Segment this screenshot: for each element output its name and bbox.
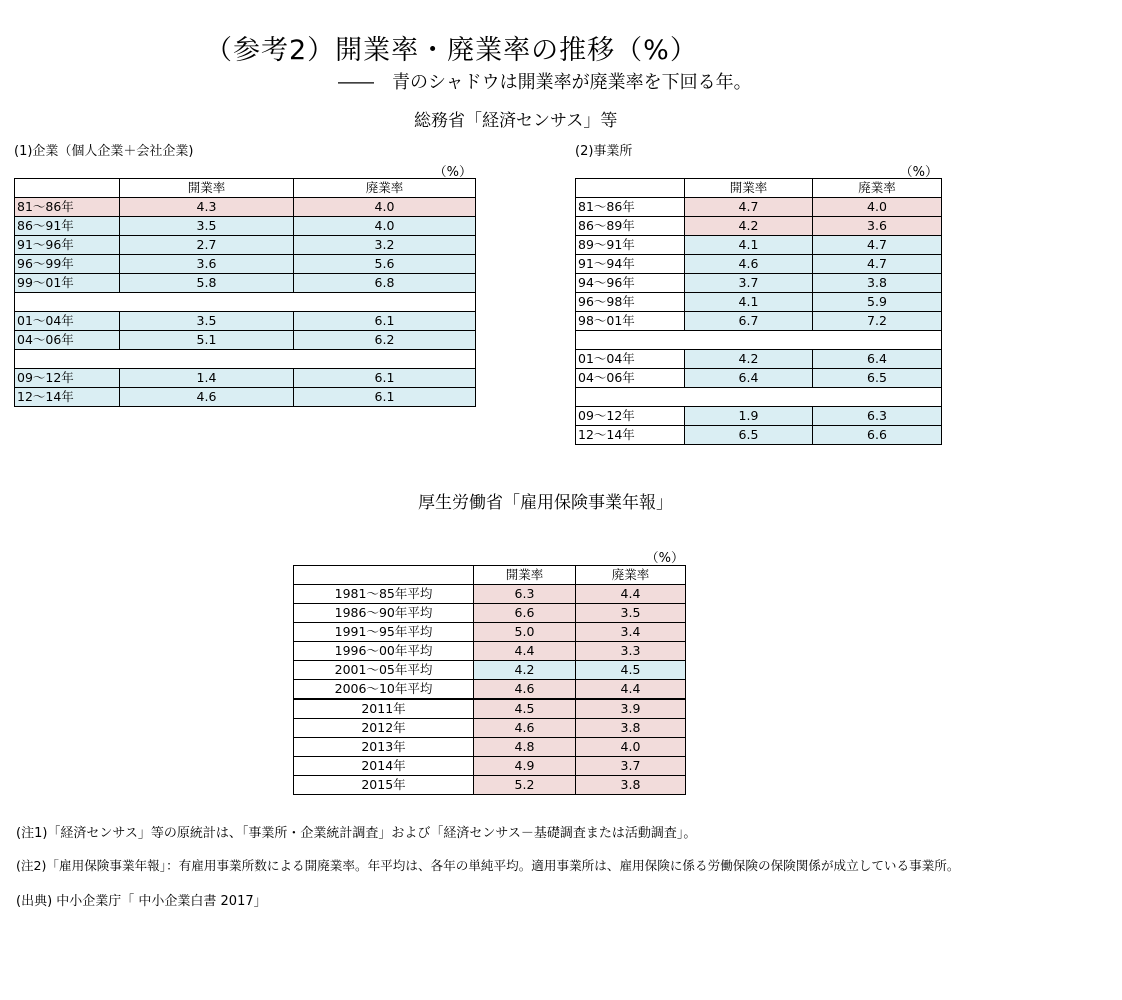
- close-rate-cell: 6.5: [813, 369, 942, 388]
- table-header-cell: [15, 179, 120, 198]
- open-rate-cell: 3.6: [120, 255, 294, 274]
- table-gap-row: [15, 350, 476, 369]
- row-label: 1986～90年平均: [294, 604, 474, 623]
- close-rate-cell: 4.4: [576, 585, 686, 604]
- close-rate-cell: 3.8: [576, 776, 686, 795]
- table-gap-row: [576, 388, 942, 407]
- close-rate-cell: 3.7: [576, 757, 686, 776]
- table-row: [576, 255, 942, 274]
- row-label: 01～04年: [15, 312, 120, 331]
- open-rate-cell: 4.2: [685, 350, 813, 369]
- table-row: [15, 274, 476, 293]
- row-label: 96～98年: [576, 293, 685, 312]
- source-census-heading: 総務省「経済センサス」等: [414, 111, 618, 131]
- table-row: [294, 585, 686, 604]
- close-rate-cell: 3.9: [576, 699, 686, 719]
- note-1: (注1)「経済センサス」等の原統計は、「事業所・企業統計調査」および「経済センサス－基礎調査または活動調査」。: [16, 826, 697, 841]
- table-row: [294, 719, 686, 738]
- table-row: [294, 699, 686, 719]
- row-label: 81～86年: [576, 198, 685, 217]
- gap-cell: [15, 293, 476, 312]
- close-rate-cell: 4.5: [576, 661, 686, 680]
- open-rate-cell: 4.2: [685, 217, 813, 236]
- table-gap-row: [15, 293, 476, 312]
- close-rate-cell: 3.4: [576, 623, 686, 642]
- open-rate-cell: 4.5: [474, 699, 576, 719]
- open-rate-cell: 3.7: [685, 274, 813, 293]
- open-rate-cell: 4.1: [685, 236, 813, 255]
- row-label: 86～89年: [576, 217, 685, 236]
- close-rate-cell: 6.1: [294, 312, 476, 331]
- note-2: (注2)「雇用保険事業年報」：有雇用事業所数による開廃業率。年平均は、各年の単純平均。適用事業所は、雇用保険に係る労働保険の保険関係が成立している事業所。: [16, 858, 960, 873]
- table-row: [576, 293, 942, 312]
- table-row: [576, 236, 942, 255]
- row-label: 91～94年: [576, 255, 685, 274]
- table-row: [294, 757, 686, 776]
- table-row: [15, 236, 476, 255]
- open-rate-cell: 5.2: [474, 776, 576, 795]
- open-rate-cell: 1.9: [685, 407, 813, 426]
- open-rate-cell: 2.7: [120, 236, 294, 255]
- open-rate-cell: 6.4: [685, 369, 813, 388]
- close-rate-cell: 3.6: [813, 217, 942, 236]
- table-row: [15, 255, 476, 274]
- row-label: 94～96年: [576, 274, 685, 293]
- row-label: 99～01年: [15, 274, 120, 293]
- table-row: [294, 623, 686, 642]
- open-rate-cell: 4.1: [685, 293, 813, 312]
- table1-unit: （%）: [433, 165, 472, 180]
- row-label: 09～12年: [15, 369, 120, 388]
- open-rate-cell: 6.3: [474, 585, 576, 604]
- row-label: 2001～05年平均: [294, 661, 474, 680]
- table-header-cell: [294, 566, 474, 585]
- close-rate-cell: 4.4: [576, 680, 686, 700]
- page-subtitle: ―― 青のシャドウは開業率が廃業率を下回る年。: [338, 72, 752, 93]
- open-rate-cell: 5.0: [474, 623, 576, 642]
- open-rate-cell: 4.6: [120, 388, 294, 407]
- row-label: 2013年: [294, 738, 474, 757]
- open-rate-cell: 1.4: [120, 369, 294, 388]
- open-rate-cell: 4.6: [474, 719, 576, 738]
- row-label: 2006～10年平均: [294, 680, 474, 700]
- table-row: [15, 198, 476, 217]
- close-rate-cell: 6.1: [294, 369, 476, 388]
- table-row: [15, 312, 476, 331]
- table-gap-row: [576, 331, 942, 350]
- table-row: [576, 350, 942, 369]
- open-rate-cell: 5.1: [120, 331, 294, 350]
- open-rate-cell: 5.8: [120, 274, 294, 293]
- row-label: 1981～85年平均: [294, 585, 474, 604]
- establishment-table: [575, 178, 942, 445]
- table1-caption: (1)企業（個人企業＋会社企業): [14, 144, 194, 159]
- table3-unit: （%）: [645, 551, 684, 566]
- table-row: [294, 738, 686, 757]
- row-label: 91～96年: [15, 236, 120, 255]
- close-rate-cell: 4.0: [576, 738, 686, 757]
- close-rate-cell: 4.0: [294, 198, 476, 217]
- table2-caption: (2)事業所: [575, 144, 633, 159]
- table-row: [576, 312, 942, 331]
- open-rate-cell: 4.6: [685, 255, 813, 274]
- row-label: 2014年: [294, 757, 474, 776]
- close-rate-cell: 3.3: [576, 642, 686, 661]
- row-label: 86～91年: [15, 217, 120, 236]
- row-label: 81～86年: [15, 198, 120, 217]
- row-label: 89～91年: [576, 236, 685, 255]
- row-label: 98～01年: [576, 312, 685, 331]
- table-row: [15, 369, 476, 388]
- row-label: 04～06年: [15, 331, 120, 350]
- table-header-cell: 開業率: [120, 179, 294, 198]
- table-row: [15, 217, 476, 236]
- table2-unit: （%）: [899, 165, 938, 180]
- source-mhlw-heading: 厚生労働省「雇用保険事業年報」: [418, 493, 673, 513]
- table-row: [15, 331, 476, 350]
- row-label: 12～14年: [15, 388, 120, 407]
- table-row: [294, 776, 686, 795]
- source-citation: (出典) 中小企業庁「 中小企業白書 2017」: [16, 894, 267, 909]
- enterprise-table: [14, 178, 476, 407]
- close-rate-cell: 7.2: [813, 312, 942, 331]
- table-row: [576, 426, 942, 445]
- table-row: [576, 217, 942, 236]
- row-label: 1996～00年平均: [294, 642, 474, 661]
- table-header-cell: 開業率: [474, 566, 576, 585]
- row-label: 12～14年: [576, 426, 685, 445]
- table-row: [576, 407, 942, 426]
- table-row: [576, 198, 942, 217]
- table-row: [15, 388, 476, 407]
- open-rate-cell: 6.6: [474, 604, 576, 623]
- row-label: 2015年: [294, 776, 474, 795]
- close-rate-cell: 6.3: [813, 407, 942, 426]
- close-rate-cell: 3.2: [294, 236, 476, 255]
- close-rate-cell: 5.6: [294, 255, 476, 274]
- table-row: [294, 661, 686, 680]
- close-rate-cell: 5.9: [813, 293, 942, 312]
- table-header-cell: 開業率: [685, 179, 813, 198]
- gap-cell: [15, 350, 476, 369]
- close-rate-cell: 6.1: [294, 388, 476, 407]
- gap-cell: [576, 388, 942, 407]
- close-rate-cell: 6.8: [294, 274, 476, 293]
- open-rate-cell: 4.3: [120, 198, 294, 217]
- page-title: （参考2）開業率・廃業率の推移（%）: [205, 35, 698, 66]
- open-rate-cell: 4.4: [474, 642, 576, 661]
- row-label: 96～99年: [15, 255, 120, 274]
- open-rate-cell: 3.5: [120, 217, 294, 236]
- employment-insurance-table: [293, 565, 686, 795]
- close-rate-cell: 3.8: [576, 719, 686, 738]
- close-rate-cell: 4.7: [813, 255, 942, 274]
- row-label: 1991～95年平均: [294, 623, 474, 642]
- row-label: 09～12年: [576, 407, 685, 426]
- row-label: 04～06年: [576, 369, 685, 388]
- open-rate-cell: 4.2: [474, 661, 576, 680]
- table-row: [294, 642, 686, 661]
- open-rate-cell: 4.8: [474, 738, 576, 757]
- close-rate-cell: 6.4: [813, 350, 942, 369]
- table-row: [576, 274, 942, 293]
- table-row: [294, 604, 686, 623]
- open-rate-cell: 3.5: [120, 312, 294, 331]
- close-rate-cell: 4.7: [813, 236, 942, 255]
- open-rate-cell: 4.6: [474, 680, 576, 700]
- table-header-cell: 廃業率: [576, 566, 686, 585]
- table-row: [294, 680, 686, 700]
- table-header-cell: [576, 179, 685, 198]
- close-rate-cell: 3.5: [576, 604, 686, 623]
- close-rate-cell: 3.8: [813, 274, 942, 293]
- open-rate-cell: 6.5: [685, 426, 813, 445]
- row-label: 01～04年: [576, 350, 685, 369]
- close-rate-cell: 4.0: [294, 217, 476, 236]
- table-header-cell: 廃業率: [294, 179, 476, 198]
- table-header-cell: 廃業率: [813, 179, 942, 198]
- close-rate-cell: 4.0: [813, 198, 942, 217]
- open-rate-cell: 6.7: [685, 312, 813, 331]
- gap-cell: [576, 331, 942, 350]
- close-rate-cell: 6.6: [813, 426, 942, 445]
- row-label: 2011年: [294, 699, 474, 719]
- table-row: [576, 369, 942, 388]
- open-rate-cell: 4.7: [685, 198, 813, 217]
- open-rate-cell: 4.9: [474, 757, 576, 776]
- close-rate-cell: 6.2: [294, 331, 476, 350]
- row-label: 2012年: [294, 719, 474, 738]
